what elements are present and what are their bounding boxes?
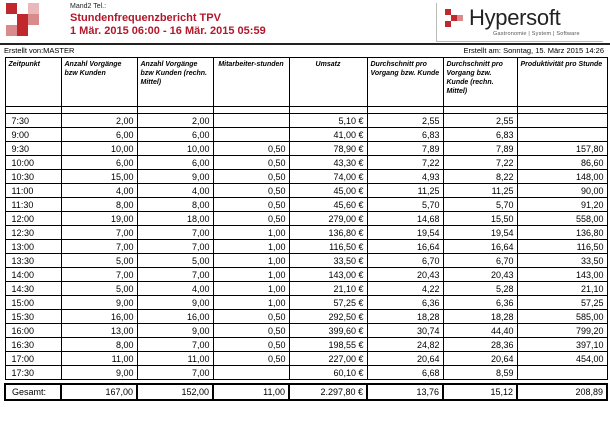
total-value: 2.297,80 € — [289, 384, 367, 400]
total-label: Gesamt: — [5, 384, 61, 400]
col-header: Durchschnitt pro Vorgang bzw. Kunde (rechn. Mittel) — [443, 58, 517, 107]
value-cell: 90,00 — [517, 184, 607, 198]
value-cell: 6,70 — [443, 254, 517, 268]
value-cell: 8,00 — [61, 338, 137, 352]
value-cell: 18,28 — [443, 310, 517, 324]
value-cell — [213, 366, 289, 380]
value-cell: 13,00 — [61, 324, 137, 338]
value-cell: 2,55 — [443, 114, 517, 128]
company-logo — [6, 3, 48, 39]
created-at: Erstellt am: Sonntag, 15. März 2015 14:26 — [463, 46, 604, 55]
value-cell: 0,50 — [213, 142, 289, 156]
value-cell: 136,80 € — [289, 226, 367, 240]
value-cell: 397,10 — [517, 338, 607, 352]
value-cell: 8,22 — [443, 170, 517, 184]
value-cell: 558,00 — [517, 212, 607, 226]
value-cell: 5,70 — [443, 198, 517, 212]
mand-tel: Mand2 Tel.: — [70, 3, 107, 10]
value-cell — [213, 128, 289, 142]
value-cell: 5,28 — [443, 282, 517, 296]
value-cell: 33,50 — [517, 254, 607, 268]
value-cell: 7,00 — [61, 240, 137, 254]
spacer-cell — [443, 107, 517, 114]
value-cell: 4,00 — [61, 184, 137, 198]
value-cell: 7,22 — [443, 156, 517, 170]
value-cell: 19,54 — [443, 226, 517, 240]
value-cell: 5,70 — [367, 198, 443, 212]
time-cell: 13:30 — [5, 254, 61, 268]
value-cell: 4,93 — [367, 170, 443, 184]
brand-tagline: Gastronomie | System | Software — [493, 31, 580, 37]
value-cell: 57,25 € — [289, 296, 367, 310]
time-cell: 16:00 — [5, 324, 61, 338]
value-cell: 1,00 — [213, 296, 289, 310]
time-cell: 16:30 — [5, 338, 61, 352]
value-cell: 7,22 — [367, 156, 443, 170]
value-cell: 57,25 — [517, 296, 607, 310]
value-cell: 7,00 — [137, 268, 213, 282]
value-cell: 143,00 — [517, 268, 607, 282]
table-row — [5, 184, 607, 198]
value-cell: 0,50 — [213, 338, 289, 352]
value-cell: 8,59 — [443, 366, 517, 380]
spacer-cell — [367, 107, 443, 114]
value-cell: 2,00 — [61, 114, 137, 128]
time-cell: 11:30 — [5, 198, 61, 212]
value-cell: 45,00 € — [289, 184, 367, 198]
value-cell: 7,00 — [137, 338, 213, 352]
brand-box — [436, 3, 603, 42]
value-cell: 11,25 — [367, 184, 443, 198]
value-cell: 4,00 — [137, 184, 213, 198]
value-cell: 116,50 — [517, 240, 607, 254]
value-cell: 20,64 — [367, 352, 443, 366]
report-title-main: Stundenfrequenzbericht TPV — [70, 12, 221, 24]
total-value: 13,76 — [367, 384, 443, 400]
value-cell: 24,82 — [367, 338, 443, 352]
value-cell: 8,00 — [137, 198, 213, 212]
col-header: Mitarbeiter-stunden — [213, 58, 289, 107]
spacer-cell — [137, 107, 213, 114]
value-cell: 21,10 € — [289, 282, 367, 296]
total-value: 11,00 — [213, 384, 289, 400]
table-row — [5, 352, 607, 366]
value-cell: 2,00 — [137, 114, 213, 128]
value-cell: 11,00 — [61, 352, 137, 366]
time-cell: 9:30 — [5, 142, 61, 156]
table-row — [5, 338, 607, 352]
value-cell — [213, 114, 289, 128]
value-cell: 0,50 — [213, 184, 289, 198]
value-cell: 136,80 — [517, 226, 607, 240]
value-cell: 11,00 — [137, 352, 213, 366]
value-cell: 0,50 — [213, 198, 289, 212]
total-value: 152,00 — [137, 384, 213, 400]
value-cell — [517, 128, 607, 142]
table-row — [5, 268, 607, 282]
value-cell: 44,40 — [443, 324, 517, 338]
value-cell: 5,10 € — [289, 114, 367, 128]
table-row — [5, 170, 607, 184]
value-cell: 1,00 — [213, 282, 289, 296]
value-cell: 6,36 — [367, 296, 443, 310]
time-cell: 15:00 — [5, 296, 61, 310]
value-cell: 292,50 € — [289, 310, 367, 324]
table-row — [5, 212, 607, 226]
created-by: Erstellt von:MASTER — [4, 46, 75, 55]
value-cell: 0,50 — [213, 352, 289, 366]
time-cell: 17:30 — [5, 366, 61, 380]
table-row — [5, 156, 607, 170]
table-row — [5, 226, 607, 240]
value-cell: 7,00 — [137, 366, 213, 380]
time-cell: 15:30 — [5, 310, 61, 324]
table-row — [5, 198, 607, 212]
value-cell: 19,00 — [61, 212, 137, 226]
table-row — [5, 114, 607, 128]
value-cell: 15,00 — [61, 170, 137, 184]
spacer-cell — [213, 107, 289, 114]
value-cell: 91,20 — [517, 198, 607, 212]
value-cell: 9,00 — [137, 324, 213, 338]
value-cell: 30,74 — [367, 324, 443, 338]
value-cell: 9,00 — [137, 170, 213, 184]
value-cell: 16,00 — [137, 310, 213, 324]
value-cell: 799,20 — [517, 324, 607, 338]
time-cell: 10:00 — [5, 156, 61, 170]
table-row — [5, 366, 607, 380]
table-spacer-row — [5, 107, 607, 114]
frequency-table — [4, 57, 608, 401]
value-cell: 21,10 — [517, 282, 607, 296]
value-cell: 6,00 — [137, 156, 213, 170]
value-cell — [517, 366, 607, 380]
header-divider — [0, 43, 610, 45]
value-cell: 6,00 — [61, 128, 137, 142]
value-cell: 11,25 — [443, 184, 517, 198]
value-cell: 18,00 — [137, 212, 213, 226]
value-cell: 6,83 — [367, 128, 443, 142]
total-value: 167,00 — [61, 384, 137, 400]
value-cell: 2,55 — [367, 114, 443, 128]
value-cell: 6,36 — [443, 296, 517, 310]
value-cell: 10,00 — [61, 142, 137, 156]
value-cell: 74,00 € — [289, 170, 367, 184]
value-cell — [517, 114, 607, 128]
col-header: Durchschnitt pro Vorgang bzw. Kunde — [367, 58, 443, 107]
value-cell: 20,43 — [367, 268, 443, 282]
value-cell: 7,00 — [137, 240, 213, 254]
value-cell: 60,10 € — [289, 366, 367, 380]
value-cell: 78,90 € — [289, 142, 367, 156]
col-header: Umsatz — [289, 58, 367, 107]
value-cell: 6,68 — [367, 366, 443, 380]
time-cell: 11:00 — [5, 184, 61, 198]
table-row — [5, 324, 607, 338]
value-cell: 4,00 — [137, 282, 213, 296]
value-cell: 9,00 — [61, 296, 137, 310]
value-cell: 6,83 — [443, 128, 517, 142]
time-cell: 7:30 — [5, 114, 61, 128]
value-cell: 148,00 — [517, 170, 607, 184]
value-cell: 41,00 € — [289, 128, 367, 142]
value-cell: 1,00 — [213, 268, 289, 282]
value-cell: 4,22 — [367, 282, 443, 296]
time-cell: 9:00 — [5, 128, 61, 142]
value-cell: 8,00 — [61, 198, 137, 212]
value-cell: 9,00 — [61, 366, 137, 380]
value-cell: 279,00 € — [289, 212, 367, 226]
value-cell: 157,80 — [517, 142, 607, 156]
value-cell: 14,68 — [367, 212, 443, 226]
value-cell: 1,00 — [213, 226, 289, 240]
total-value: 208,89 — [517, 384, 607, 400]
value-cell: 143,00 € — [289, 268, 367, 282]
value-cell: 10,00 — [137, 142, 213, 156]
value-cell: 7,00 — [61, 268, 137, 282]
value-cell: 454,00 — [517, 352, 607, 366]
value-cell: 0,50 — [213, 324, 289, 338]
value-cell: 86,60 — [517, 156, 607, 170]
time-cell: 12:30 — [5, 226, 61, 240]
value-cell: 9,00 — [137, 296, 213, 310]
spacer-cell — [517, 107, 607, 114]
value-cell: 6,70 — [367, 254, 443, 268]
hypersoft-logo-icon — [445, 9, 465, 29]
value-cell: 585,00 — [517, 310, 607, 324]
value-cell: 5,00 — [137, 254, 213, 268]
value-cell: 7,89 — [367, 142, 443, 156]
time-cell: 14:30 — [5, 282, 61, 296]
report-title — [70, 12, 266, 38]
value-cell: 43,30 € — [289, 156, 367, 170]
value-cell: 0,50 — [213, 170, 289, 184]
value-cell: 20,43 — [443, 268, 517, 282]
value-cell: 1,00 — [213, 254, 289, 268]
table-row — [5, 296, 607, 310]
table-row — [5, 240, 607, 254]
value-cell: 6,00 — [61, 156, 137, 170]
brand-name: Hypersoft — [469, 5, 561, 30]
table-header-row — [5, 58, 607, 107]
spacer-cell — [5, 107, 61, 114]
time-cell: 12:00 — [5, 212, 61, 226]
value-cell: 7,00 — [137, 226, 213, 240]
total-row — [5, 384, 607, 400]
table-row — [5, 128, 607, 142]
time-cell: 14:00 — [5, 268, 61, 282]
value-cell: 16,64 — [367, 240, 443, 254]
value-cell: 399,60 € — [289, 324, 367, 338]
total-value: 15,12 — [443, 384, 517, 400]
value-cell: 0,50 — [213, 310, 289, 324]
value-cell: 0,50 — [213, 156, 289, 170]
table-row — [5, 254, 607, 268]
value-cell: 5,00 — [61, 254, 137, 268]
table-row — [5, 142, 607, 156]
value-cell: 7,89 — [443, 142, 517, 156]
value-cell: 45,60 € — [289, 198, 367, 212]
value-cell: 227,00 € — [289, 352, 367, 366]
value-cell: 7,00 — [61, 226, 137, 240]
table-row — [5, 282, 607, 296]
table-row — [5, 310, 607, 324]
value-cell: 18,28 — [367, 310, 443, 324]
value-cell: 28,36 — [443, 338, 517, 352]
value-cell: 33,50 € — [289, 254, 367, 268]
value-cell: 19,54 — [367, 226, 443, 240]
value-cell: 6,00 — [137, 128, 213, 142]
value-cell: 198,55 € — [289, 338, 367, 352]
value-cell: 16,00 — [61, 310, 137, 324]
col-header: Produktivität pro Stunde — [517, 58, 607, 107]
report-date-range: 1 Mär. 2015 06:00 - 16 Mär. 2015 05:59 — [70, 25, 266, 37]
value-cell: 5,00 — [61, 282, 137, 296]
value-cell: 16,64 — [443, 240, 517, 254]
col-header: Anzahl Vorgänge bzw Kunden — [61, 58, 137, 107]
time-cell: 17:00 — [5, 352, 61, 366]
value-cell: 15,50 — [443, 212, 517, 226]
spacer-cell — [61, 107, 137, 114]
spacer-cell — [289, 107, 367, 114]
value-cell: 0,50 — [213, 212, 289, 226]
col-header: Zeitpunkt — [5, 58, 61, 107]
col-header: Anzahl Vorgänge bzw Kunden (rechn. Mittel) — [137, 58, 213, 107]
value-cell: 20,64 — [443, 352, 517, 366]
time-cell: 13:00 — [5, 240, 61, 254]
time-cell: 10:30 — [5, 170, 61, 184]
value-cell: 116,50 € — [289, 240, 367, 254]
value-cell: 1,00 — [213, 240, 289, 254]
